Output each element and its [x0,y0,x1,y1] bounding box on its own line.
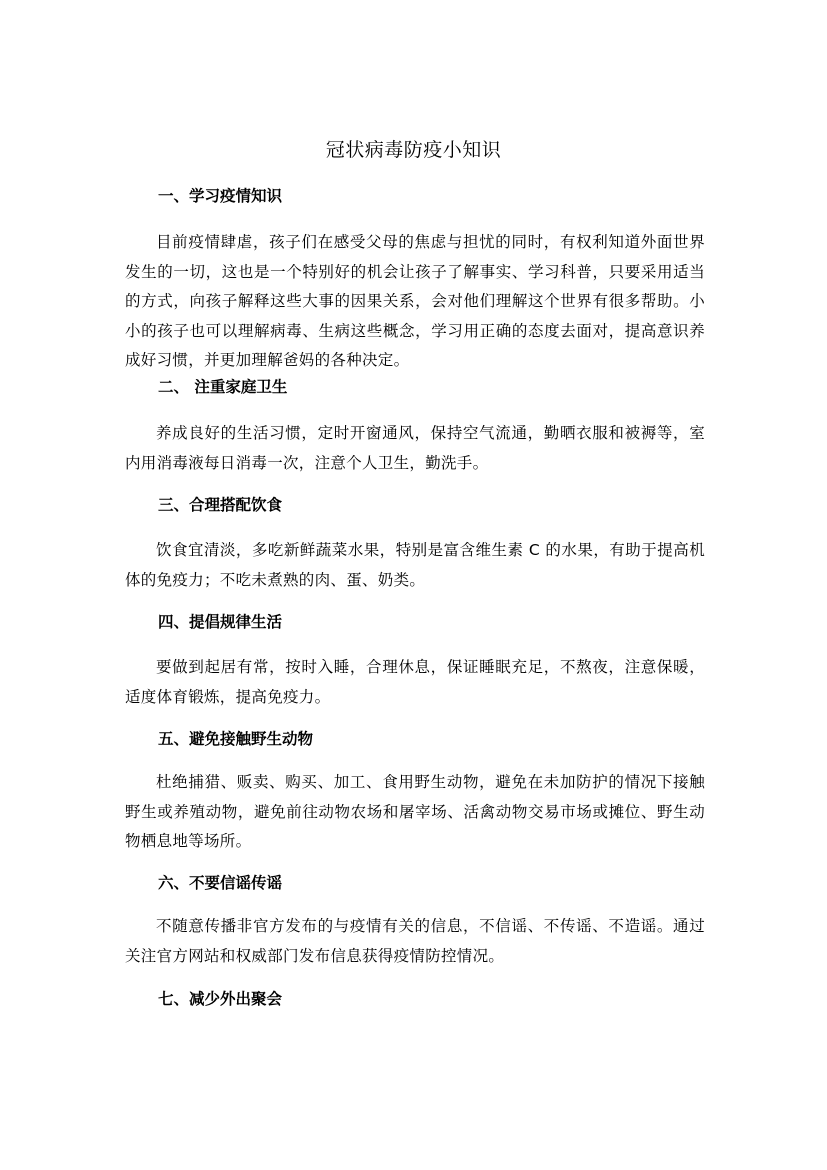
section-body-3: 饮食宜清淡，多吃新鲜蔬菜水果，特别是富含维生素 C 的水果，有助于提高机体的免疫力；不吃未煮熟的肉、蛋、奶类。 [125,541,705,589]
section-heading-2: 二、 注重家庭卫生 [158,378,288,396]
section-body-5: 杜绝捕猎、贩卖、购买、加工、食用野生动物，避免在未加防护的情况下接触野生或养殖动物，避免前往动物农场和屠宰场、活禽动物交易市场或摊位、野生动物栖息地等场所。 [125,773,705,850]
section-heading-3: 三、合理搭配饮食 [158,496,283,514]
document-title: 冠状病毒防疫小知识 [325,139,502,161]
section-body-6: 不随意传播非官方发布的与疫情有关的信息，不信谣、不传谣、不造谣。通过关注官方网站和权威部门发布信息获得疫情防控情况。 [125,917,705,965]
section-heading-7: 七、减少外出聚会 [158,990,283,1008]
section-body-1: 目前疫情肆虐，孩子们在感受父母的焦虑与担忧的同时，有权利知道外面世界发生的一切，这也是一个特别好的机会让孩子了解事实、学习科普，只要采用适当的方式，向孩子解释这些大事的因果关系，会对他们理解这个世界有很多帮助。小小的孩子也可以理解病毒、生病这些概念，学习用正确的态度去面对，提高意识养成好习惯，并更加理解爸妈的各种决定。 [125,233,705,369]
section-heading-1: 一、学习疫情知识 [158,187,283,205]
section-body-4: 要做到起居有常，按时入睡，合理休息，保证睡眠充足，不熬夜，注意保暖，适度体育锻炼，提高免疫力。 [125,658,705,706]
section-body-2: 养成良好的生活习惯，定时开窗通风，保持空气流通，勤晒衣服和被褥等，室内用消毒液每日消毒一次，注意个人卫生，勤洗手。 [125,424,705,472]
section-heading-5: 五、避免接触野生动物 [158,730,314,748]
section-heading-6: 六、不要信谣传谣 [158,874,283,892]
section-heading-4: 四、提倡规律生活 [158,613,283,631]
